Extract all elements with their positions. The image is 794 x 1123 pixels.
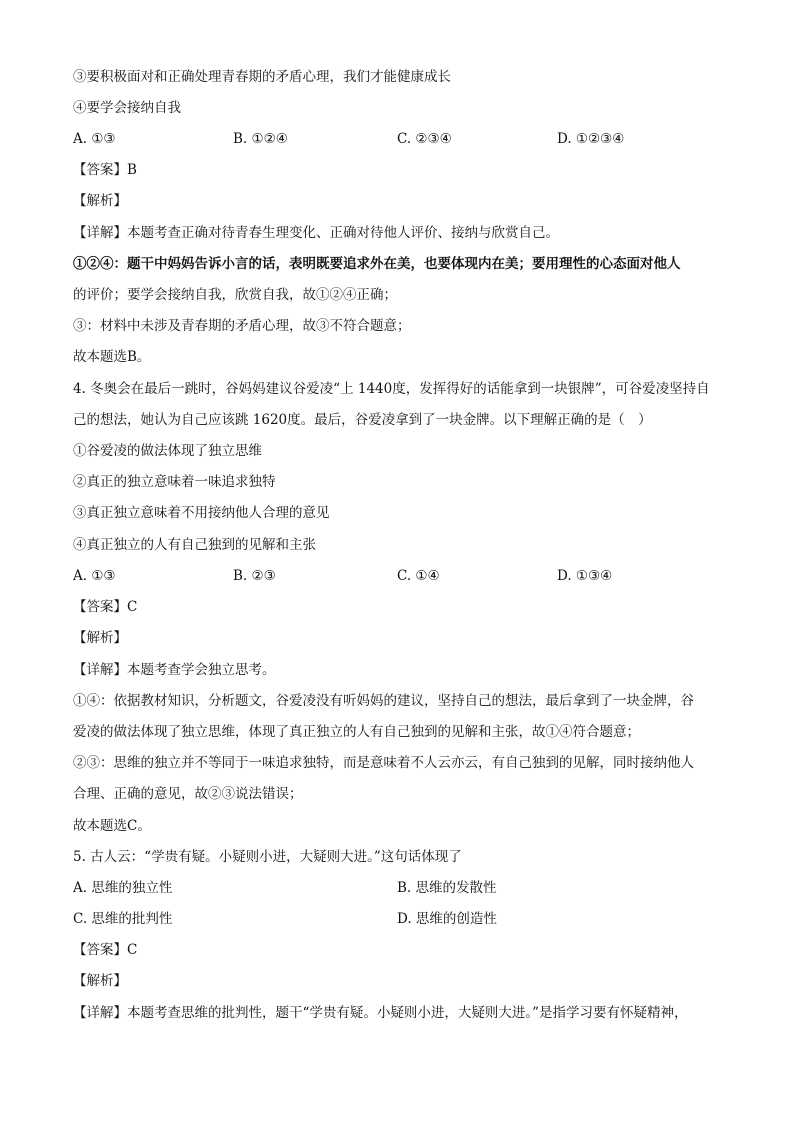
statement-line: ④真正独立的人有自己独到的见解和主张 bbox=[73, 537, 316, 553]
options-row-q4 bbox=[73, 565, 723, 587]
option-c: C. ②③④ bbox=[397, 131, 452, 147]
option-a: A. ①③ bbox=[73, 568, 116, 584]
options-row-q5-2 bbox=[73, 908, 723, 930]
option-c: C. 思维的批判性 bbox=[73, 911, 173, 927]
detail-line: 【详解】本题考查思维的批判性，题干“学贵有疑。小疑则小进，大疑则大进。”是指学习要有怀疑精神， bbox=[73, 1005, 688, 1021]
analysis-heading: 【解析】 bbox=[73, 630, 127, 646]
explanation-line: 的评价；要学会接纳自我，欣赏自我，故①②④正确； bbox=[73, 287, 397, 303]
analysis-heading: 【解析】 bbox=[73, 193, 127, 209]
analysis-heading: 【解析】 bbox=[73, 973, 127, 989]
statement-line: ①谷爱凌的做法体现了独立思维 bbox=[73, 443, 262, 459]
options-row-q5-1 bbox=[73, 877, 723, 899]
explanation-line: ①②④：题干中妈妈告诉小言的话，表明既要追求外在美，也要体现内在美；要用理性的心态面对他人 bbox=[73, 256, 681, 272]
option-d: D. 思维的创造性 bbox=[397, 911, 497, 927]
answer-line: 【答案】C bbox=[73, 599, 138, 615]
option-a: A. ①③ bbox=[73, 131, 116, 147]
explanation-line: 爱凌的做法体现了独立思维，体现了真正独立的人有自己独到的见解和主张，故①④符合题意； bbox=[73, 724, 640, 740]
answer-line: 【答案】B bbox=[73, 162, 137, 178]
option-a: A. 思维的独立性 bbox=[73, 880, 173, 896]
explanation-line: ②③：思维的独立并不等同于一味追求独特，而是意味着不人云亦云，有自己独到的见解，同时接纳他人 bbox=[73, 755, 694, 771]
detail-line: 【详解】本题考查正确对待青春生理变化、正确对待他人评价、接纳与欣赏自己。 bbox=[73, 225, 559, 241]
option-b: B. 思维的发散性 bbox=[397, 880, 497, 896]
option-d: D. ①③④ bbox=[557, 568, 613, 584]
option-b: B. ①②④ bbox=[233, 131, 288, 147]
text-line: ④要学会接纳自我 bbox=[73, 100, 181, 116]
detail-line: 【详解】本题考查学会独立思考。 bbox=[73, 662, 276, 678]
option-b: B. ②③ bbox=[233, 568, 276, 584]
question-5-line: 5. 古人云：“学贵有疑。小疑则小进，大疑则大进。”这句话体现了 bbox=[73, 849, 462, 865]
option-d: D. ①②③④ bbox=[557, 131, 625, 147]
conclusion-line: 故本题选C。 bbox=[73, 818, 151, 834]
statement-line: ③真正独立意味着不用接纳他人合理的意见 bbox=[73, 505, 330, 521]
option-c: C. ①④ bbox=[397, 568, 440, 584]
explanation-line: 合理、正确的意见，故②③说法错误； bbox=[73, 786, 303, 802]
text-line: ③要积极面对和正确处理青春期的矛盾心理，我们才能健康成长 bbox=[73, 69, 451, 85]
answer-line: 【答案】C bbox=[73, 942, 138, 958]
statement-line: ②真正的独立意味着一味追求独特 bbox=[73, 474, 276, 490]
options-row-q3 bbox=[73, 128, 723, 150]
conclusion-line: 故本题选B。 bbox=[73, 349, 151, 365]
explanation-line: ③：材料中未涉及青春期的矛盾心理，故③不符合题意； bbox=[73, 318, 411, 334]
question-4-line: 4. 冬奥会在最后一跳时，谷妈妈建议谷爱凌“上 1440度，发挥得好的话能拿到一块银牌”，可谷爱凌坚持自 bbox=[73, 381, 710, 397]
explanation-line: ①④：依据教材知识，分析题文，谷爱凌没有听妈妈的建议，坚持自己的想法，最后拿到了一块金牌，谷 bbox=[73, 693, 694, 709]
question-4-line: 己的想法，她认为自己应该跳 1620度。最后，谷爱凌拿到了一块金牌。以下理解正确的是（ ） bbox=[73, 412, 652, 428]
